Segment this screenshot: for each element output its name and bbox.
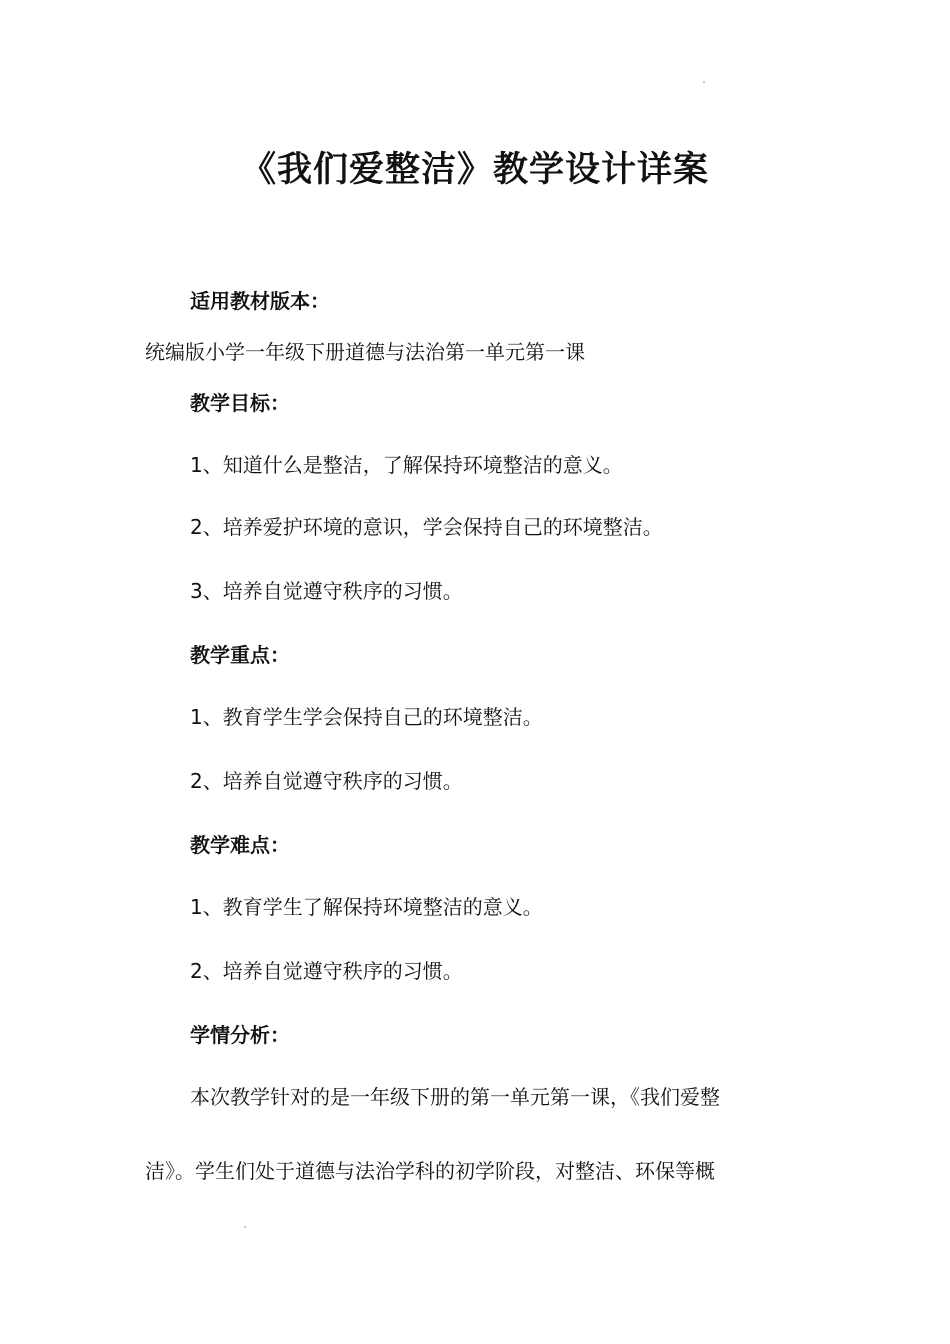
key-point-item-1: 1、教育学生学会保持自己的环境整洁。 (190, 705, 543, 729)
analysis-heading: 学情分析： (190, 1023, 290, 1047)
analysis-paragraph-line-2: 洁》。学生们处于道德与法治学科的初学阶段，对整洁、环保等概 (145, 1159, 715, 1183)
difficulty-item-1: 1、教育学生了解保持环境整洁的意义。 (190, 895, 543, 919)
scan-dot-top (703, 81, 705, 83)
textbook-heading: 适用教材版本： (190, 289, 330, 313)
difficulties-heading: 教学难点： (190, 833, 290, 857)
key-points-heading: 教学重点： (190, 643, 290, 667)
document-title: 《我们爱整洁》教学设计详案 (240, 150, 709, 190)
textbook-content: 统编版小学一年级下册道德与法治第一单元第一课 (145, 340, 585, 364)
key-point-item-2: 2、培养自觉遵守秩序的习惯。 (190, 769, 463, 793)
objective-item-1: 1、知道什么是整洁，了解保持环境整洁的意义。 (190, 453, 623, 477)
analysis-paragraph-line-1: 本次教学针对的是一年级下册的第一单元第一课，《我们爱整 (190, 1085, 720, 1109)
objectives-heading: 教学目标： (190, 391, 290, 415)
objective-item-3: 3、培养自觉遵守秩序的习惯。 (190, 579, 463, 603)
objective-item-2: 2、培养爱护环境的意识，学会保持自己的环境整洁。 (190, 515, 663, 539)
difficulty-item-2: 2、培养自觉遵守秩序的习惯。 (190, 959, 463, 983)
scan-dot-bottom (244, 1226, 246, 1228)
